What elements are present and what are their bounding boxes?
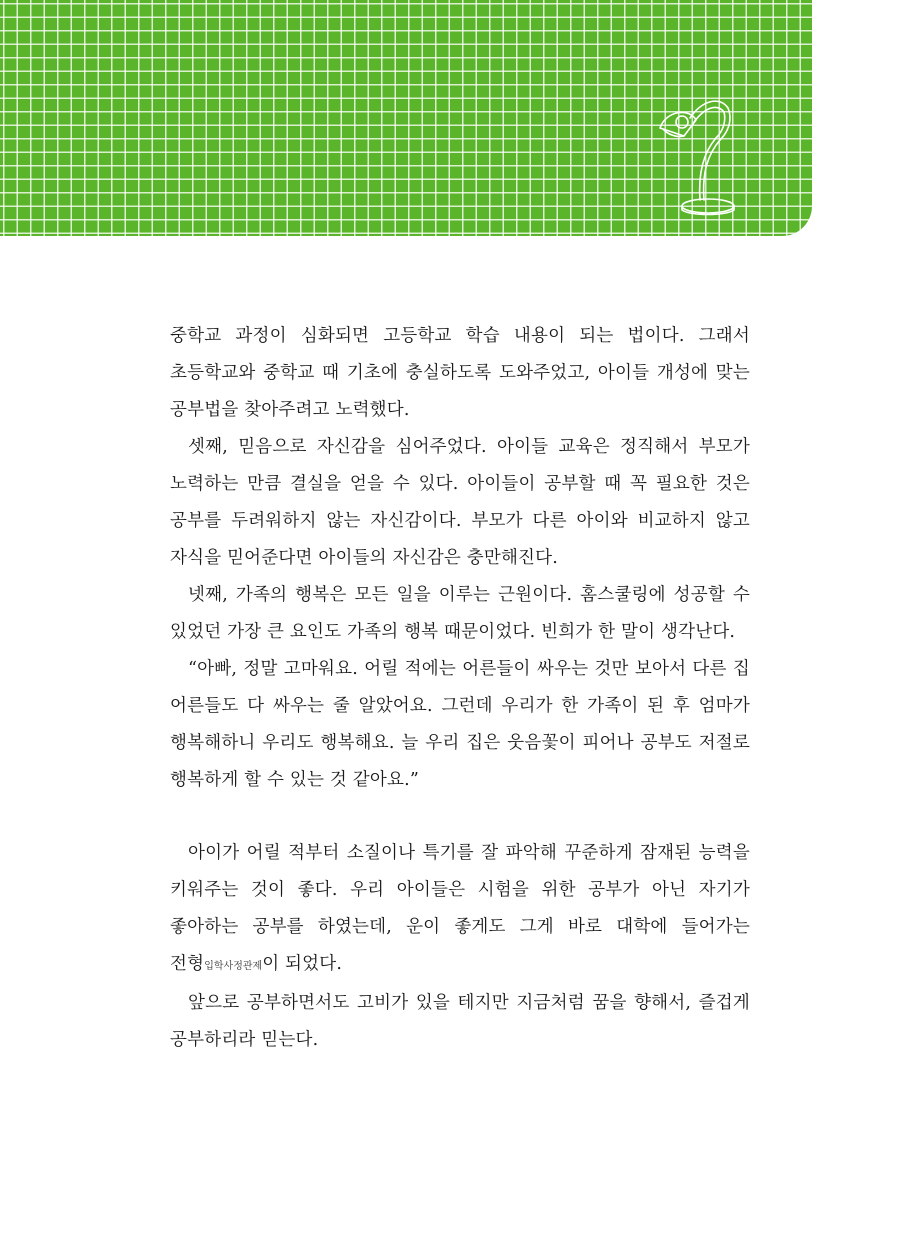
inline-annotation: 입학사정관제 xyxy=(204,961,263,972)
paragraph: 앞으로 공부하면서도 고비가 있을 테지만 지금처럼 꿈을 향해서, 즐겁게 공부하리라 믿는다. xyxy=(170,993,750,1050)
paragraph xyxy=(170,835,750,985)
body-text xyxy=(170,318,750,1059)
header-grid-band xyxy=(0,0,812,236)
paragraph-text-end: 이 되었다. xyxy=(262,954,343,974)
paragraph-text: 아이가 어릴 적부터 소질이나 특기를 잘 파악해 꾸준하게 잠재된 능력을 키워주는 것이 좋다. 우리 아이들은 시험을 위한 공부가 아닌 자기가 좋아하는 공부를 하였는데, 운이 좋게도 그게 바로 대학에 들어가는 전형 xyxy=(170,843,750,974)
paragraph: 넷째, 가족의 행복은 모든 일을 이루는 근원이다. 홈스쿨링에 성공할 수 있었던 가장 큰 요인도 가족의 행복 때문이었다. 빈희가 한 말이 생각난다. xyxy=(170,585,750,642)
paragraph: 중학교 과정이 심화되면 고등학교 학습 내용이 되는 법이다. 그래서 초등학교와 중학교 때 기초에 충실하도록 도와주었고, 아이들 개성에 맞는 공부법을 찾아주려고 노력했다. xyxy=(170,326,750,420)
desk-lamp-icon xyxy=(646,96,746,220)
paragraph: 셋째, 믿음으로 자신감을 심어주었다. 아이들 교육은 정직해서 부모가 노력하는 만큼 결실을 얻을 수 있다. 아이들이 공부할 때 꼭 필요한 것은 공부를 두려워하지 않는 자신감이다. 부모가 다른 아이와 비교하지 않고 자식을 믿어준다면 아이들의 자신감은 충만해진다. xyxy=(170,437,750,568)
section-gap xyxy=(170,799,750,835)
quote-paragraph: “아빠, 정말 고마워요. 어릴 적에는 어른들이 싸우는 것만 보아서 다른 집 어른들도 다 싸우는 줄 알았어요. 그런데 우리가 한 가족이 된 후 엄마가 행복해하니 우리도 행복해요. 늘 우리 집은 웃음꽃이 피어나 공부도 저절로 행복하게 할 수 있는 것 같아요.” xyxy=(170,659,750,790)
